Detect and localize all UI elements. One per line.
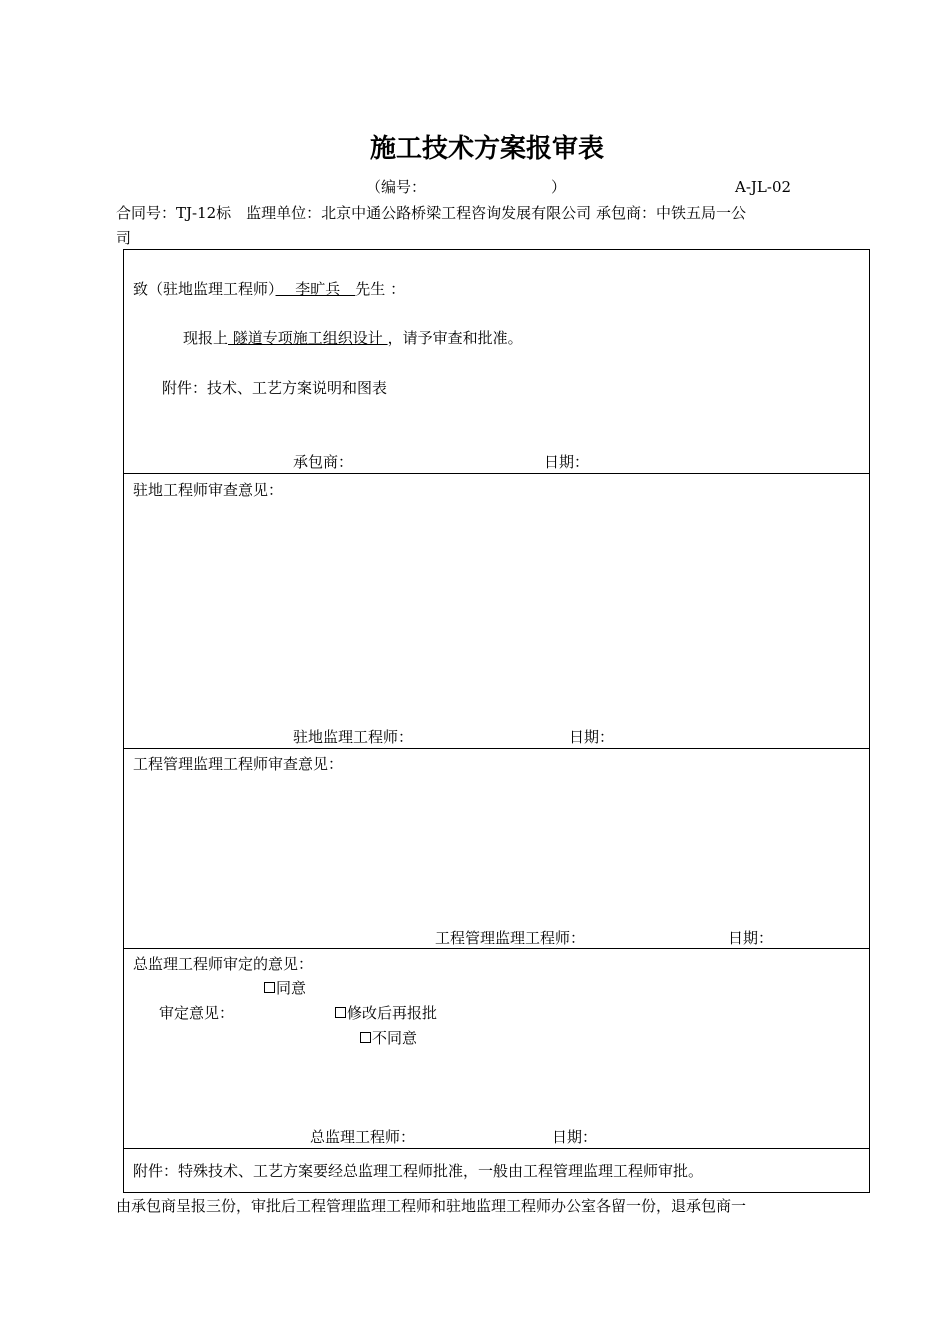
chief-engineer-date-label: 日期： bbox=[552, 1128, 598, 1146]
addressee-line bbox=[133, 280, 405, 298]
header-line: 合同号：TJ-12标 监理单位：北京中通公路桥梁工程咨询发展有限公司 承包商：中铁五局一公 bbox=[116, 204, 746, 222]
chief-engineer-signature-label: 总监理工程师： bbox=[310, 1128, 416, 1146]
row-divider bbox=[123, 1148, 870, 1149]
table-note: 附件：特殊技术、工艺方案要经总监理工程师批准，一般由工程管理监理工程师审批。 bbox=[133, 1162, 704, 1180]
project-engineer-heading: 工程管理监理工程师审查意见： bbox=[133, 755, 344, 773]
resident-engineer-date-label: 日期： bbox=[569, 728, 615, 746]
project-engineer-date-label: 日期： bbox=[728, 929, 774, 947]
resident-engineer-heading: 驻地工程师审查意见： bbox=[133, 481, 284, 499]
checkbox-icon[interactable] bbox=[335, 1007, 346, 1018]
option-approve[interactable] bbox=[264, 979, 306, 997]
addressee-suffix: 先生 ： bbox=[355, 280, 406, 298]
row-divider bbox=[123, 948, 870, 949]
resident-engineer-signature-label: 驻地监理工程师： bbox=[293, 728, 414, 746]
footer-note: 由承包商呈报三份，审批后工程管理监理工程师和驻地监理工程师办公室各留一份，退承包商一 bbox=[116, 1197, 747, 1215]
report-prefix: 现报上 bbox=[183, 329, 229, 347]
header-wrap: 司 bbox=[116, 229, 132, 247]
checkbox-icon[interactable] bbox=[360, 1032, 371, 1043]
attachment-line: 附件：技术、工艺方案说明和图表 bbox=[162, 379, 388, 397]
serial-close: ） bbox=[551, 178, 567, 196]
engineer-name: 李旷兵 bbox=[275, 280, 356, 298]
checkbox-icon[interactable] bbox=[264, 982, 275, 993]
report-suffix: ，请予审查和批准。 bbox=[387, 329, 523, 347]
addressee-prefix: 致（驻地监理工程师） bbox=[133, 280, 276, 298]
option-revise-label: 修改后再报批 bbox=[347, 1004, 438, 1022]
option-revise[interactable] bbox=[335, 1004, 437, 1022]
contractor-signature-label: 承包商： bbox=[293, 453, 354, 471]
report-line bbox=[183, 329, 523, 347]
report-item: 隧道专项施工组织设计 bbox=[228, 329, 388, 347]
form-code: A-JL-02 bbox=[735, 178, 792, 196]
project-engineer-signature-label: 工程管理监理工程师： bbox=[435, 929, 586, 947]
document-title: 施工技术方案报审表 bbox=[369, 134, 604, 164]
contractor-date-label: 日期： bbox=[544, 453, 590, 471]
row-divider bbox=[123, 473, 870, 474]
option-reject[interactable] bbox=[360, 1029, 417, 1047]
row-divider bbox=[123, 748, 870, 749]
opinion-label: 审定意见： bbox=[159, 1004, 235, 1022]
serial-label: （编号： bbox=[366, 178, 427, 196]
option-reject-label: 不同意 bbox=[372, 1029, 418, 1047]
chief-engineer-heading: 总监理工程师审定的意见： bbox=[133, 955, 314, 973]
option-approve-label: 同意 bbox=[276, 979, 307, 997]
